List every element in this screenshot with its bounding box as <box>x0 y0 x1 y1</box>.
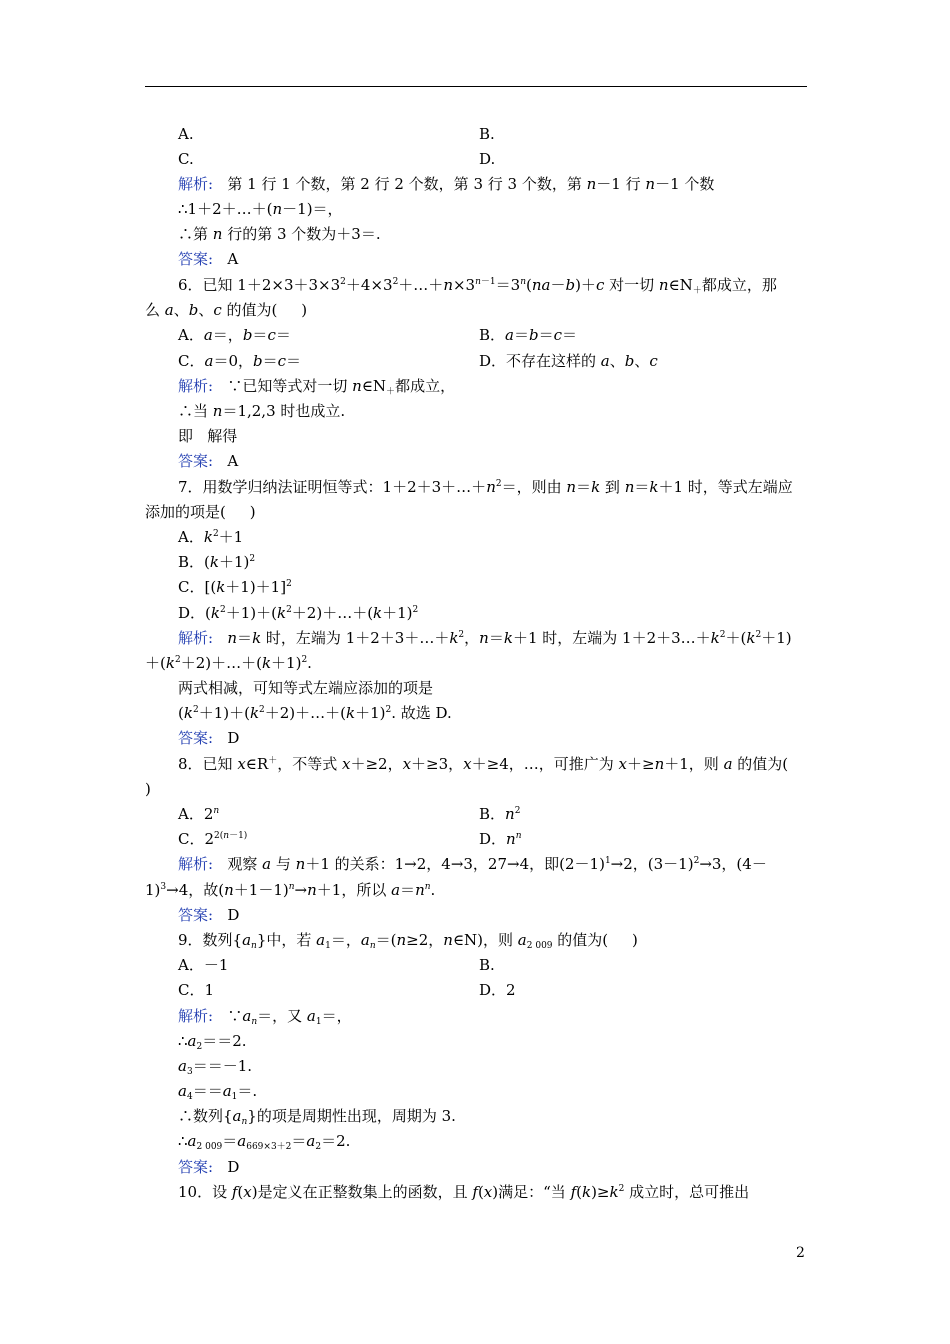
text-line-l10: C．a＝0，b＝c＝ <box>178 352 302 370</box>
text-line-l2: C. <box>178 150 194 168</box>
answer-label: 解析: <box>178 175 214 193</box>
text-line-l10b: D．不存在这样的 a、b、c <box>479 352 658 370</box>
page-number: 2 <box>796 1245 805 1261</box>
text-line-l29: C．$2^{2(n-1)}$ <box>178 830 248 848</box>
text-line-l39: $a_4==a_1=$. <box>178 1082 258 1102</box>
text-line-l12: ∴当 n＝1,2,3 时也成立. <box>178 402 346 420</box>
answer-label: 答案: <box>178 1158 214 1176</box>
text-line-l3: 解析: 第 1 行 1 个数，第 2 行 2 个数，第 3 行 3 个数，第 n－1 行 n－1 个数 <box>178 175 715 193</box>
answer-label: 答案: <box>178 250 214 268</box>
text-line-l29b: D．$n^n$ <box>479 830 522 848</box>
text-line-l34: A．－1 <box>178 956 229 974</box>
header-rule <box>145 86 807 87</box>
text-line-l31: 1)$^3$→4，故$(n+1-1)^n\to n+1$，所以 $a=n^n$. <box>145 881 436 899</box>
answer-label: 答案: <box>178 452 214 470</box>
text-line-l28: A．2$^n$ <box>178 805 220 823</box>
text-line-l18: B．$(k+1)^2$ <box>178 553 256 571</box>
text-line-l36: 解析: $\because a_n=$，又 $a_1=$， <box>178 1007 352 1027</box>
answer-label: 解析: <box>178 629 214 647</box>
text-line-l43: 10．设 f(x)是定义在正整数集上的函数，且 f(x)满足：“当 $f(k)\ge k^2$ 成立时，总可推出 <box>178 1183 750 1201</box>
text-line-l41: $\therefore a_{2 009}=a_{669\times 3+2}=a_2=2$. <box>178 1132 351 1152</box>
text-line-l1: A. <box>178 125 194 143</box>
text-line-l21: 解析: n＝k 时，左端为 $1+2+3+\dots+k^2$，n＝k＋1 时，左端为 $1+2+3\dots+k^2+(k^2+1)$ <box>178 629 792 647</box>
text-line-l40: ∴数列$\{a_n\}$的项是周期性出现，周期为 3. <box>178 1107 456 1127</box>
text-line-l37: $\therefore a_2==2$. <box>178 1032 247 1052</box>
text-line-l34b: B. <box>479 956 495 974</box>
text-line-l14: 答案: A <box>178 452 239 470</box>
text-line-l13: 即 解得 <box>178 427 238 445</box>
answer-label: 解析: <box>178 377 214 395</box>
text-line-l7: 6．已知 $1+2\times 3+3\times 3^2+4\times 3^2+\dots+n\times 3^{n-1}=3^n(na-b)+c$ 对一切 $n\in N_+$都成立，那 <box>178 276 777 296</box>
text-line-l16: 添加的项是( ) <box>145 503 256 521</box>
text-line-l9b: B．a＝b＝c＝ <box>479 326 578 344</box>
text-line-l5: ∴第 n 行的第 3 个数为＋3＝. <box>178 225 381 243</box>
answer-label: 答案: <box>178 729 214 747</box>
text-line-l42: 答案: D <box>178 1158 240 1176</box>
text-line-l19: C．$[(k+1)+1]^2$ <box>178 578 292 596</box>
text-line-l15: 7．用数学归纳法证明恒等式：$1+2+3+\dots+n^2=$，则由 n＝k 到 n＝k＋1 时，等式左端应 <box>178 478 793 496</box>
answer-label: 解析: <box>178 855 214 873</box>
text-line-l6: 答案: A <box>178 250 239 268</box>
text-line-l33: 9．数列$\{a_n\}$中，若 $a_1=$，$a_n=(n\ge 2$，n∈N)，则 $a_{2 009}$ 的值为( ) <box>178 931 638 951</box>
text-line-l1b: B. <box>479 125 495 143</box>
text-line-l28b: B．$n^2$ <box>479 805 521 823</box>
text-line-l23: 两式相减，可知等式左端应添加的项是 <box>178 679 434 697</box>
text-line-l20: D．$(k^2+1)+(k^2+2)+\dots+(k+1)^2$ <box>178 604 419 622</box>
text-line-l32: 答案: D <box>178 906 240 924</box>
text-line-l35: C．1 <box>178 981 215 999</box>
text-line-l38: $a_3==-1$. <box>178 1057 252 1077</box>
text-line-l25: 答案: D <box>178 729 240 747</box>
text-line-l35b: D．2 <box>479 981 516 999</box>
answer-label: 解析: <box>178 1007 214 1025</box>
text-line-l4: ∴1＋2＋…＋(n－1)＝， <box>178 200 343 218</box>
text-line-l11: 解析: ∵已知等式对一切 $n\in N_+$都成立， <box>178 377 456 397</box>
text-line-l2b: D. <box>479 150 496 168</box>
text-line-l27: ) <box>145 780 151 798</box>
text-line-l9: A．a＝，b＝c＝ <box>178 326 291 344</box>
text-line-l30: 解析: 观察 a 与 n＋1 的关系：1→2，4→3，27→4，即$(2-1)^1\to 2$，$(3-1)^2\to 3$，(4－ <box>178 855 767 873</box>
text-line-l8: 么 a、b、c 的值为( ) <box>145 301 308 319</box>
text-line-l17: A．$k^2+1$ <box>178 528 244 546</box>
text-line-l22: $+(k^2+2)+\dots+(k+1)^2$. <box>145 654 312 672</box>
text-line-l24: $(k^2+1)+(k^2+2)+\dots+(k+1)^2$. 故选 D. <box>178 704 452 722</box>
text-line-l26: 8．已知 x∈R＋，不等式 x＋≥2，x＋≥3，x＋≥4，…，可推广为 x＋≥n＋1，则 a 的值为( <box>178 755 789 773</box>
answer-label: 答案: <box>178 906 214 924</box>
